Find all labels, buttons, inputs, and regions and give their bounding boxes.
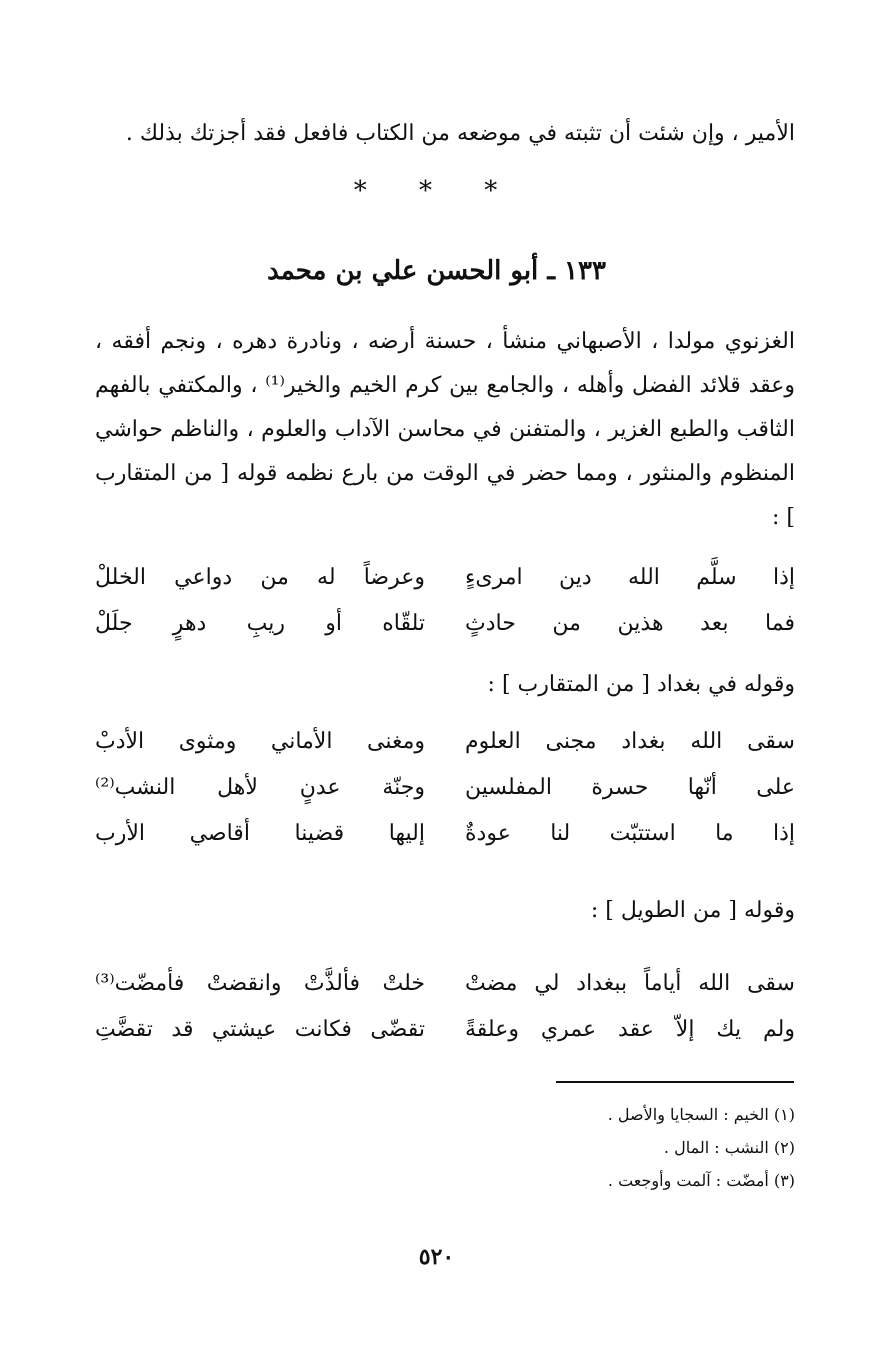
biography-paragraph: الغزنوي مولدا ، الأصبهاني منشأ ، حسنة أرضه ، ونادرة دهره ، ونجم أفقه ، وعقد قلائد الفضل وأهله ، والجامع بين كرم الخيم والخير⁽¹⁾ ، والمكتفي بالفهم الثاقب والطبع الغزير ، والمتفنن في محاسن الآداب والعلوم ، والناظم حواشي المنظوم والمنثور ، ومما حضر في الوقت من بارع نظمه قوله [ من المتقارب ] : — [95, 329, 795, 530]
verse — [95, 554, 795, 600]
second-hemistich: تقضّى فكانت عيشتي قد تقضَّتِ — [95, 1016, 425, 1042]
verse — [95, 718, 795, 764]
poem-2 — [95, 718, 795, 856]
second-hemistich: ومغنى الأماني ومثوى الأدبْ — [95, 728, 425, 754]
footnote: (٢) النشب : المال . — [663, 1138, 795, 1157]
first-hemistich: سقى الله أياماً ببغداد لي مضتْ — [465, 970, 795, 996]
second-hemistich: إليها قضينا أقاصي الأرب — [95, 820, 425, 846]
verse — [95, 1006, 795, 1052]
verse — [95, 764, 795, 810]
section-separator: * * * — [353, 176, 520, 206]
footnote: (١) الخيم : السجايا والأصل . — [607, 1105, 795, 1124]
poem-3-intro: وقوله [ من الطويل ] : — [590, 898, 795, 923]
first-hemistich: سقى الله بغداد مجنى العلوم — [465, 728, 795, 754]
first-hemistich: إذا ما استتبّت لنا عودةٌ — [465, 820, 795, 846]
first-hemistich: فما بعد هذين من حادثٍ — [465, 610, 795, 636]
verse — [95, 960, 795, 1006]
second-hemistich: خلتْ فألذَّتْ وانقضتْ فأمضّت⁽³⁾ — [95, 970, 425, 996]
poem-1 — [95, 554, 795, 646]
second-hemistich: وجنّة عدنٍ لأهل النشب⁽²⁾ — [95, 774, 425, 800]
second-hemistich: تلقّاه أو ريبِ دهرٍ جلَلْ — [95, 610, 425, 636]
page-number: ٥٢٠ — [418, 1244, 455, 1270]
footnote-rule — [556, 1081, 794, 1083]
first-hemistich: إذا سلَّم الله دين امرىءٍ — [465, 564, 795, 590]
footnotes — [375, 1098, 795, 1197]
verse — [95, 810, 795, 856]
footnote: (٣) أمضّت : آلمت وأوجعت . — [607, 1171, 795, 1190]
first-hemistich: ولم يك إلاّ عقد عمري وعلقةً — [465, 1016, 795, 1042]
entry-title: ١٣٣ ـ أبو الحسن علي بن محمد — [267, 256, 606, 286]
second-hemistich: وعرضاً له من دواعي الخللْ — [95, 564, 425, 590]
poem-2-intro: وقوله في بغداد [ من المتقارب ] : — [487, 672, 795, 697]
continuation-paragraph: الأمير ، وإن شئت أن تثبته في موضعه من الكتاب فافعل فقد أجزتك بذلك . — [125, 121, 795, 146]
poem-3 — [95, 960, 795, 1052]
first-hemistich: على أنّها حسرة المفلسين — [465, 774, 795, 800]
verse — [95, 600, 795, 646]
